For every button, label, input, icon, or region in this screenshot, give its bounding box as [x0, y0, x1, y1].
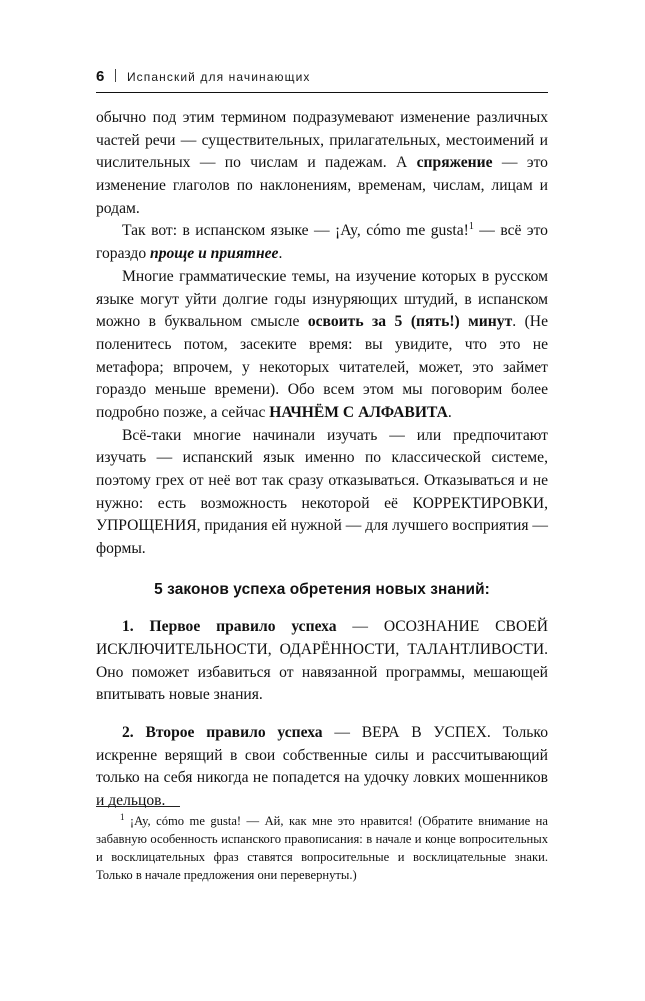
- paragraph-2: [96, 220, 548, 265]
- rule-1: [96, 616, 548, 707]
- paragraph-3-text-a: Многие грамматические темы, на изучение которых в русском языке могут уйти долгие годы изнуряющих штудий, в испанском можно в буквальном смысле: [96, 267, 548, 331]
- page-content: [96, 68, 548, 813]
- rule-1-label: 1. Первое правило успеха: [122, 618, 337, 636]
- paragraph-2-text-b: — всё это гораздо: [96, 222, 548, 263]
- paragraph-3: [96, 266, 548, 425]
- header-divider: [115, 69, 116, 82]
- emphasis-easier-nicer: проще и приятнее: [150, 245, 279, 263]
- paragraph-2-text-d: .: [278, 245, 283, 263]
- emphasis-five-minutes: освоить за 5 (пять!) минут: [307, 313, 513, 331]
- paragraph-1: [96, 107, 548, 220]
- term-conjugation: спряжение: [416, 154, 493, 172]
- header-rule: [96, 92, 548, 93]
- footnote-1: [96, 813, 548, 885]
- paragraph-2-text-a: Так вот: в испанском языке — ¡Ay, cómo me gusta!: [122, 222, 469, 240]
- page-header: [96, 68, 548, 92]
- page-number: 6: [96, 68, 105, 85]
- rule-2-label: 2. Второе правило успеха: [122, 723, 323, 741]
- rule-1-text: — ОСОЗНАНИЕ СВОЕЙ ИСКЛЮЧИТЕЛЬНОСТИ, ОДАРЁННОСТИ, ТАЛАНТЛИВОСТИ. Оно поможет избавиться от навязанной программы, мешающей впитывать новые знания.: [96, 618, 548, 704]
- rule-2: [96, 722, 548, 813]
- footnote-reference-1: 1: [468, 221, 474, 233]
- running-title: Испанский для начинающих: [126, 70, 311, 84]
- paragraph-3-text-c: . (Не поленитесь потом, засеките время: вы увидите, что это не метафора; впрочем, у некоторых читателей, может, это займет гораздо меньше времени). Обо всем этом мы поговорим более подробно позже, а сейчас: [96, 313, 548, 421]
- footnote-separator: [96, 806, 180, 807]
- footnote-area: [96, 806, 548, 885]
- emphasis-start-alphabet: НАЧНЁМ С АЛФАВИТА: [269, 403, 448, 421]
- paragraph-3-text-e: .: [447, 403, 452, 421]
- rule-2-text: — ВЕРА В УСПЕХ. Только искренне верящий в свои собственные силы и рассчитывающий только на себя никогда не попадется на удочку ловких мошенников и дельцов.: [96, 723, 548, 809]
- paragraph-1-text-b: А: [396, 154, 417, 172]
- paragraph-4: Всё-таки многие начинали изучать — или предпочитают изучать — испанский язык именно по классической системе, поэтому грех от неё вот так сразу отказываться. Отказываться и не нужно: есть возможность некоторой её КОРРЕКТИРОВКИ, УПРОЩЕНИЯ, придания ей нужной — для лучшего восприятия — формы.: [96, 426, 548, 558]
- body-text: [96, 107, 548, 813]
- footnote-marker: 1: [120, 811, 125, 822]
- paragraph-1-text-a: обычно под этим термином подразумевают изменение различных частей речи — существительных, прилагательных, местоимений и числительных — по числам и падежам.: [96, 109, 548, 172]
- paragraph-1-text-d: — это изменение глаголов по наклонениям, временам, числам, лицам и родам.: [96, 154, 548, 217]
- footnote-text: ¡Ay, cómo me gusta! — Ай, как мне это нравится! (Обратите внимание на забавную особенность испанского правописания: в начале и конце вопросительных и восклицательных фраз ставятся вопросительные и восклицательные знаки. Только в начале предложения они перевернуты.): [96, 814, 548, 882]
- section-heading: 5 законов успеха обретения новых знаний:: [154, 580, 490, 598]
